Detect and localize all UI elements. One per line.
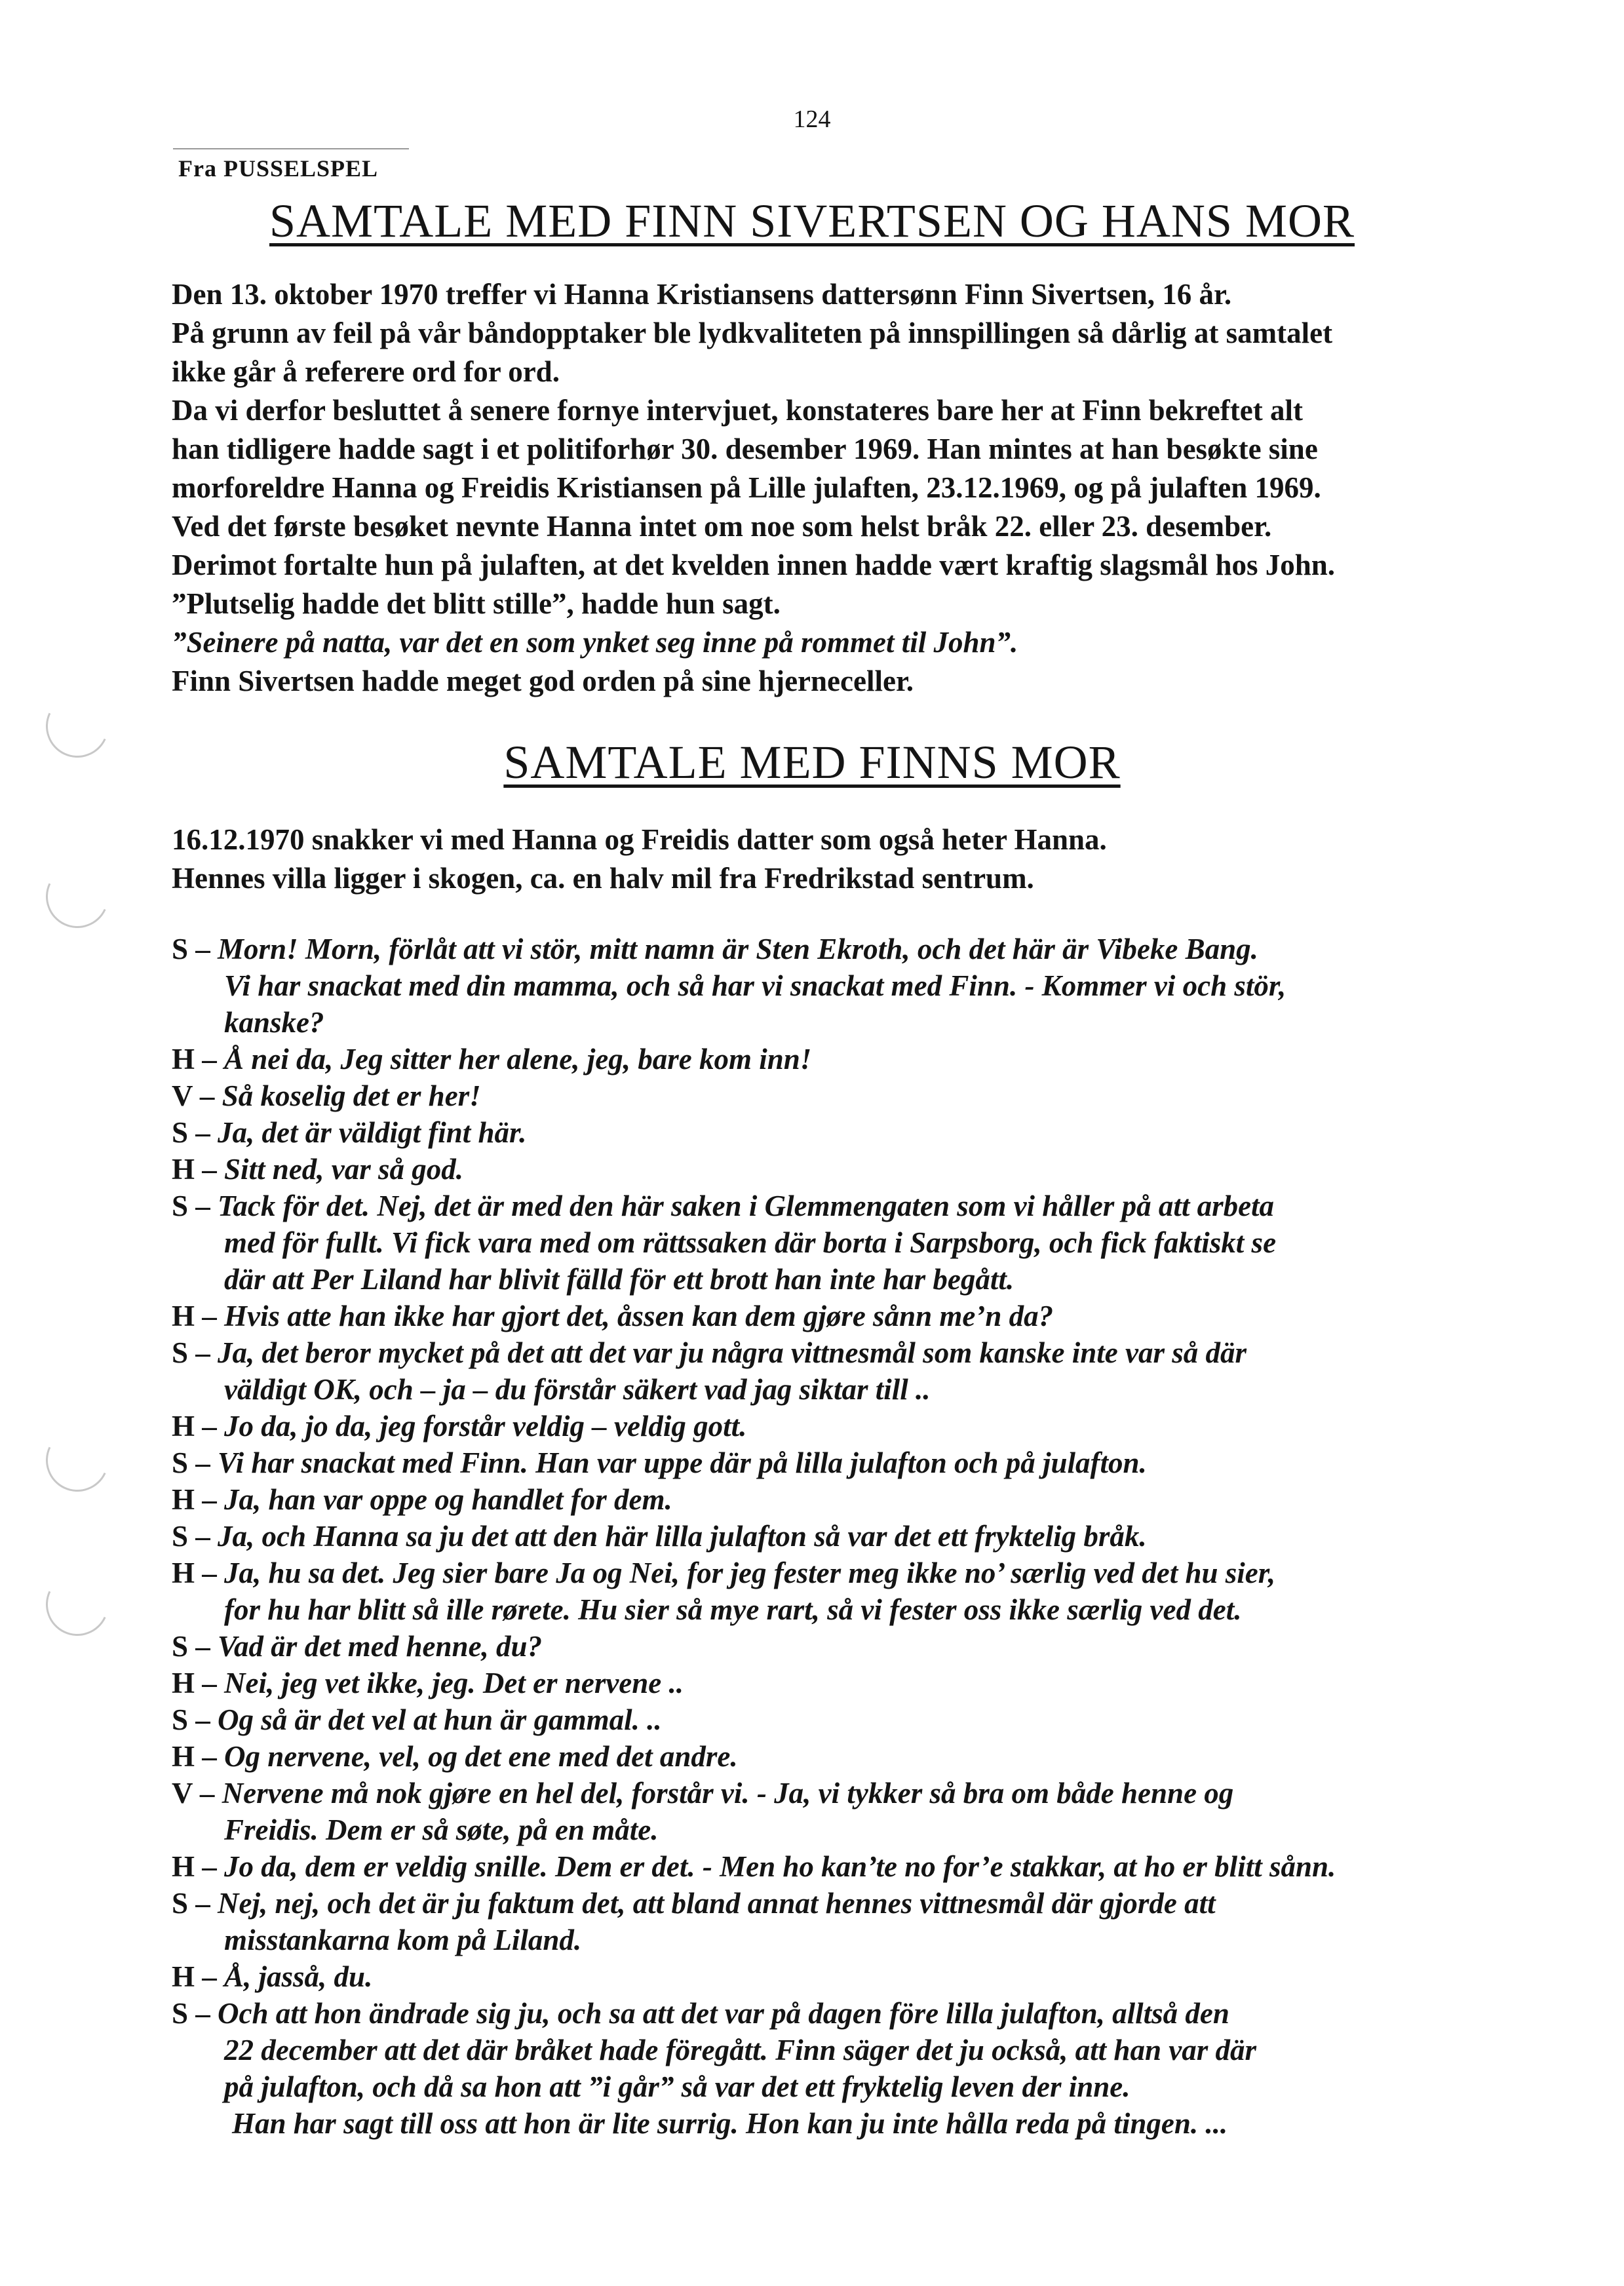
dialogue-line bbox=[172, 1701, 1482, 1738]
dialogue-turn bbox=[172, 1665, 1482, 1701]
dialogue-turn bbox=[172, 1481, 1482, 1518]
speaker-label: H – bbox=[172, 1300, 225, 1332]
dialogue-text: Sitt ned, var så god. bbox=[224, 1153, 464, 1186]
intro-line: Da vi derfor besluttet å senere fornye intervjuet, konstateres bare her at Finn bekreftet alt bbox=[172, 394, 1303, 427]
dialogue-line bbox=[172, 1334, 1482, 1371]
intro-line: Derimot fortalte hun på julaften, at det kvelden innen hadde vært kraftig slagsmål hos John. bbox=[172, 549, 1336, 581]
dialogue-text: 22 december att det där bråket hade föregått. Finn säger det ju också, att han var där bbox=[224, 2034, 1256, 2066]
page-number: 124 bbox=[793, 106, 831, 133]
intro-line: han tidligere hadde sagt i et politiforhør 30. desember 1969. Han mintes at han besøkte sine bbox=[172, 433, 1318, 465]
dialogue-line bbox=[172, 1958, 1482, 1995]
closing-line: Han har sagt till oss att hon är lite surrig. Hon kan ju inte hålla reda på tingen. ... bbox=[232, 2107, 1228, 2140]
dialogue-turn bbox=[172, 1444, 1482, 1481]
dialogue-turn bbox=[172, 1738, 1482, 1775]
intro2-line: 16.12.1970 snakker vi med Hanna og Freidis datter som også heter Hanna. bbox=[172, 823, 1107, 856]
speaker-label: H – bbox=[172, 1740, 225, 1773]
dialogue-text: där att Per Liland har blivit fälld för ett brott han inte har begått. bbox=[224, 1263, 1015, 1296]
dialogue-line bbox=[172, 1628, 1482, 1665]
speaker-label: S – bbox=[172, 1190, 218, 1222]
speaker-label: S – bbox=[172, 1997, 218, 2030]
dialogue-line bbox=[172, 2068, 1482, 2105]
dialogue-line bbox=[172, 1518, 1482, 1555]
speaker-label: V – bbox=[172, 1079, 222, 1112]
dialogue-turn bbox=[172, 1188, 1482, 1298]
dialogue-text: kanske? bbox=[224, 1006, 324, 1039]
dialogue-line bbox=[172, 1114, 1482, 1151]
dialogue-line bbox=[172, 1775, 1482, 1811]
speaker-label: S – bbox=[172, 1446, 218, 1479]
heading-interview-finn: SAMTALE MED FINN SIVERTSEN OG HANS MOR bbox=[269, 195, 1355, 247]
dialogue-text: for hu har blitt så ille rørete. Hu sier så mye rart, så vi fester oss ikke særlig ved det. bbox=[224, 1593, 1242, 1626]
dialogue-line bbox=[172, 1371, 1482, 1408]
intro-line: Den 13. oktober 1970 treffer vi Hanna Kristiansens dattersønn Finn Sivertsen, 16 år. bbox=[172, 278, 1232, 311]
dialogue-text: Å nei da, Jeg sitter her alene, jeg, bare kom inn! bbox=[224, 1043, 812, 1075]
dialogue-line bbox=[172, 1885, 1482, 1922]
dialogue-text: Ja, hu sa det. Jeg sier bare Ja og Nei, for jeg fester meg ikke no’ særlig ved det hu sier, bbox=[224, 1557, 1276, 1589]
speaker-label: V – bbox=[172, 1777, 222, 1810]
intro-line: ”Seinere på natta, var det en som ynket seg inne på rommet til John”. bbox=[172, 626, 1018, 659]
dialogue-line bbox=[172, 2032, 1482, 2068]
intro-line: Finn Sivertsen hadde meget god orden på sine hjerneceller. bbox=[172, 665, 914, 697]
dialogue-line bbox=[172, 1224, 1482, 1261]
dialogue-turn bbox=[172, 1775, 1482, 1848]
dialogue-line bbox=[172, 1444, 1482, 1481]
dialogue-text: Så koselig det er her! bbox=[222, 1079, 481, 1112]
dialogue-text: Vad är det med henne, du? bbox=[218, 1630, 543, 1663]
dialogue-turn bbox=[172, 1077, 1482, 1114]
dialogue-line bbox=[172, 1811, 1482, 1848]
dialogue-text: Vi har snackat med din mamma, och så har vi snackat med Finn. - Kommer vi och stör, bbox=[224, 969, 1286, 1002]
dialogue-text: Morn! Morn, förlåt att vi stör, mitt namn är Sten Ekroth, och det här är Vibeke Bang. bbox=[218, 933, 1258, 965]
dialogue-text: Ja, och Hanna sa ju det att den här lilla julafton så var det ett fryktelig bråk. bbox=[218, 1520, 1147, 1553]
dialogue-turn bbox=[172, 1848, 1482, 1885]
speaker-label: S – bbox=[172, 1520, 218, 1553]
dialogue-line bbox=[172, 1261, 1482, 1298]
dialogue-text: Og nervene, vel, og det ene med det andre. bbox=[224, 1740, 738, 1773]
dialogue-text: Och att hon ändrade sig ju, och sa att det var på dagen före lilla julafton, alltså den bbox=[218, 1997, 1229, 2030]
dialogue-line bbox=[172, 931, 1482, 967]
dialogue-turn bbox=[172, 1995, 1482, 2105]
dialogue-text: Å, jasså, du. bbox=[224, 1960, 373, 1993]
dialogue-text: Ja, det är väldigt fint här. bbox=[218, 1116, 527, 1149]
dialogue-turn bbox=[172, 1518, 1482, 1555]
dialogue-line bbox=[172, 1665, 1482, 1701]
speaker-label: S – bbox=[172, 933, 218, 965]
intro-line: Ved det første besøket nevnte Hanna intet om noe som helst bråk 22. eller 23. desember. bbox=[172, 510, 1272, 543]
intro-line: morforeldre Hanna og Freidis Kristiansen på Lille julaften, 23.12.1969, og på julaften 1969. bbox=[172, 471, 1321, 504]
speaker-label: S – bbox=[172, 1336, 218, 1369]
dialogue-turn bbox=[172, 1408, 1482, 1444]
dialogue-turn bbox=[172, 1885, 1482, 1958]
dialogue-turn bbox=[172, 931, 1482, 1041]
dialogue-text: Vi har snackat med Finn. Han var uppe där på lilla julafton och på julafton. bbox=[218, 1446, 1147, 1479]
dialogue-line bbox=[172, 1408, 1482, 1444]
dialogue-text: väldigt OK, och – ja – du förstår säkert vad jag siktar till .. bbox=[224, 1373, 931, 1406]
speaker-label: H – bbox=[172, 1850, 225, 1883]
dialogue-line bbox=[172, 1738, 1482, 1775]
dialogue-line bbox=[172, 1555, 1482, 1591]
dialogue-turn bbox=[172, 1151, 1482, 1188]
intro-line: ikke går å referere ord for ord. bbox=[172, 355, 560, 388]
dialogue-turn bbox=[172, 1298, 1482, 1334]
heading-interview-mother: SAMTALE MED FINNS MOR bbox=[503, 736, 1121, 788]
intro-paragraph bbox=[172, 275, 1482, 701]
dialogue-turn bbox=[172, 1555, 1482, 1628]
dialogue-line bbox=[172, 1922, 1482, 1958]
dialogue-line bbox=[172, 1041, 1482, 1077]
dialogue-text: Og så är det vel at hun är gammal. .. bbox=[218, 1703, 662, 1736]
dialogue-turn bbox=[172, 1958, 1482, 1995]
dialogue-line bbox=[172, 1848, 1482, 1885]
dialogue-turn bbox=[172, 1628, 1482, 1665]
source-label: Fra PUSSELSPEL bbox=[178, 155, 379, 182]
dialogue-text: med för fullt. Vi fick vara med om rättssaken där borta i Sarpsborg, och fick faktiskt se bbox=[224, 1226, 1277, 1259]
intro-line: ”Plutselig hadde det blitt stille”, hadde hun sagt. bbox=[172, 587, 781, 620]
dialogue-text: Jo da, jo da, jeg forstår veldig – veldig gott. bbox=[224, 1410, 747, 1443]
dialogue-line bbox=[172, 1481, 1482, 1518]
dialogue-text: Freidis. Dem er så søte, på en måte. bbox=[224, 1813, 659, 1846]
dialogue-text: Nervene må nok gjøre en hel del, forstår vi. - Ja, vi tykker så bra om både henne og bbox=[222, 1777, 1234, 1810]
punch-hole bbox=[37, 1420, 117, 1500]
speaker-label: H – bbox=[172, 1410, 225, 1443]
dialogue-turn bbox=[172, 1114, 1482, 1151]
dialogue-text: Ja, han var oppe og handlet for dem. bbox=[224, 1483, 672, 1516]
dialogue-text: på julafton, och då sa hon att ”i går” så var det ett fryktelig leven der inne. bbox=[224, 2070, 1131, 2103]
dialogue-line bbox=[172, 1004, 1482, 1041]
speaker-label: S – bbox=[172, 1887, 218, 1920]
dialogue-turn bbox=[172, 1701, 1482, 1738]
dialogue-line bbox=[172, 1151, 1482, 1188]
dialogue-text: misstankarna kom på Liland. bbox=[224, 1924, 582, 1956]
punch-hole bbox=[37, 1564, 117, 1644]
speaker-label: S – bbox=[172, 1116, 218, 1149]
intro2-line: Hennes villa ligger i skogen, ca. en halv mil fra Fredrikstad sentrum. bbox=[172, 862, 1034, 895]
dialogue-text: Nej, nej, och det är ju faktum det, att bland annat hennes vittnesmål där gjorde att bbox=[218, 1887, 1216, 1920]
dialogue-line bbox=[172, 967, 1482, 1004]
speaker-label: H – bbox=[172, 1153, 225, 1186]
dialogue-text: Nei, jeg vet ikke, jeg. Det er nervene .. bbox=[224, 1667, 684, 1699]
dialogue-text: Jo da, dem er veldig snille. Dem er det. - Men ho kan’te no for’e stakkar, at ho er blitt sånn. bbox=[224, 1850, 1336, 1883]
intro-line: På grunn av feil på vår båndopptaker ble lydkvaliteten på innspillingen så dårlig at samtalet bbox=[172, 317, 1333, 349]
dialogue-turn bbox=[172, 1041, 1482, 1077]
speaker-label: H – bbox=[172, 1960, 225, 1993]
speaker-label: H – bbox=[172, 1557, 225, 1589]
speaker-label: H – bbox=[172, 1667, 225, 1699]
dialogue-text: Tack för det. Nej, det är med den här saken i Glemmengaten som vi håller på att arbeta bbox=[218, 1190, 1275, 1222]
dialogue-line bbox=[172, 1077, 1482, 1114]
dialogue bbox=[172, 931, 1482, 2142]
dialogue-text: Hvis atte han ikke har gjort det, åssen kan dem gjøre sånn me’n da? bbox=[224, 1300, 1054, 1332]
source-rule bbox=[173, 148, 409, 149]
speaker-label: S – bbox=[172, 1703, 218, 1736]
dialogue-line bbox=[172, 1591, 1482, 1628]
intro2-paragraph bbox=[172, 821, 1482, 898]
dialogue-line bbox=[172, 1298, 1482, 1334]
dialogue-line bbox=[172, 1188, 1482, 1224]
dialogue-text: Ja, det beror mycket på det att det var ju några vittnesmål som kanske inte var så där bbox=[218, 1336, 1247, 1369]
punch-hole bbox=[37, 856, 117, 937]
speaker-label: H – bbox=[172, 1043, 225, 1075]
dialogue-turn bbox=[172, 1334, 1482, 1408]
dialogue-line bbox=[172, 1995, 1482, 2032]
speaker-label: H – bbox=[172, 1483, 225, 1516]
speaker-label: S – bbox=[172, 1630, 218, 1663]
